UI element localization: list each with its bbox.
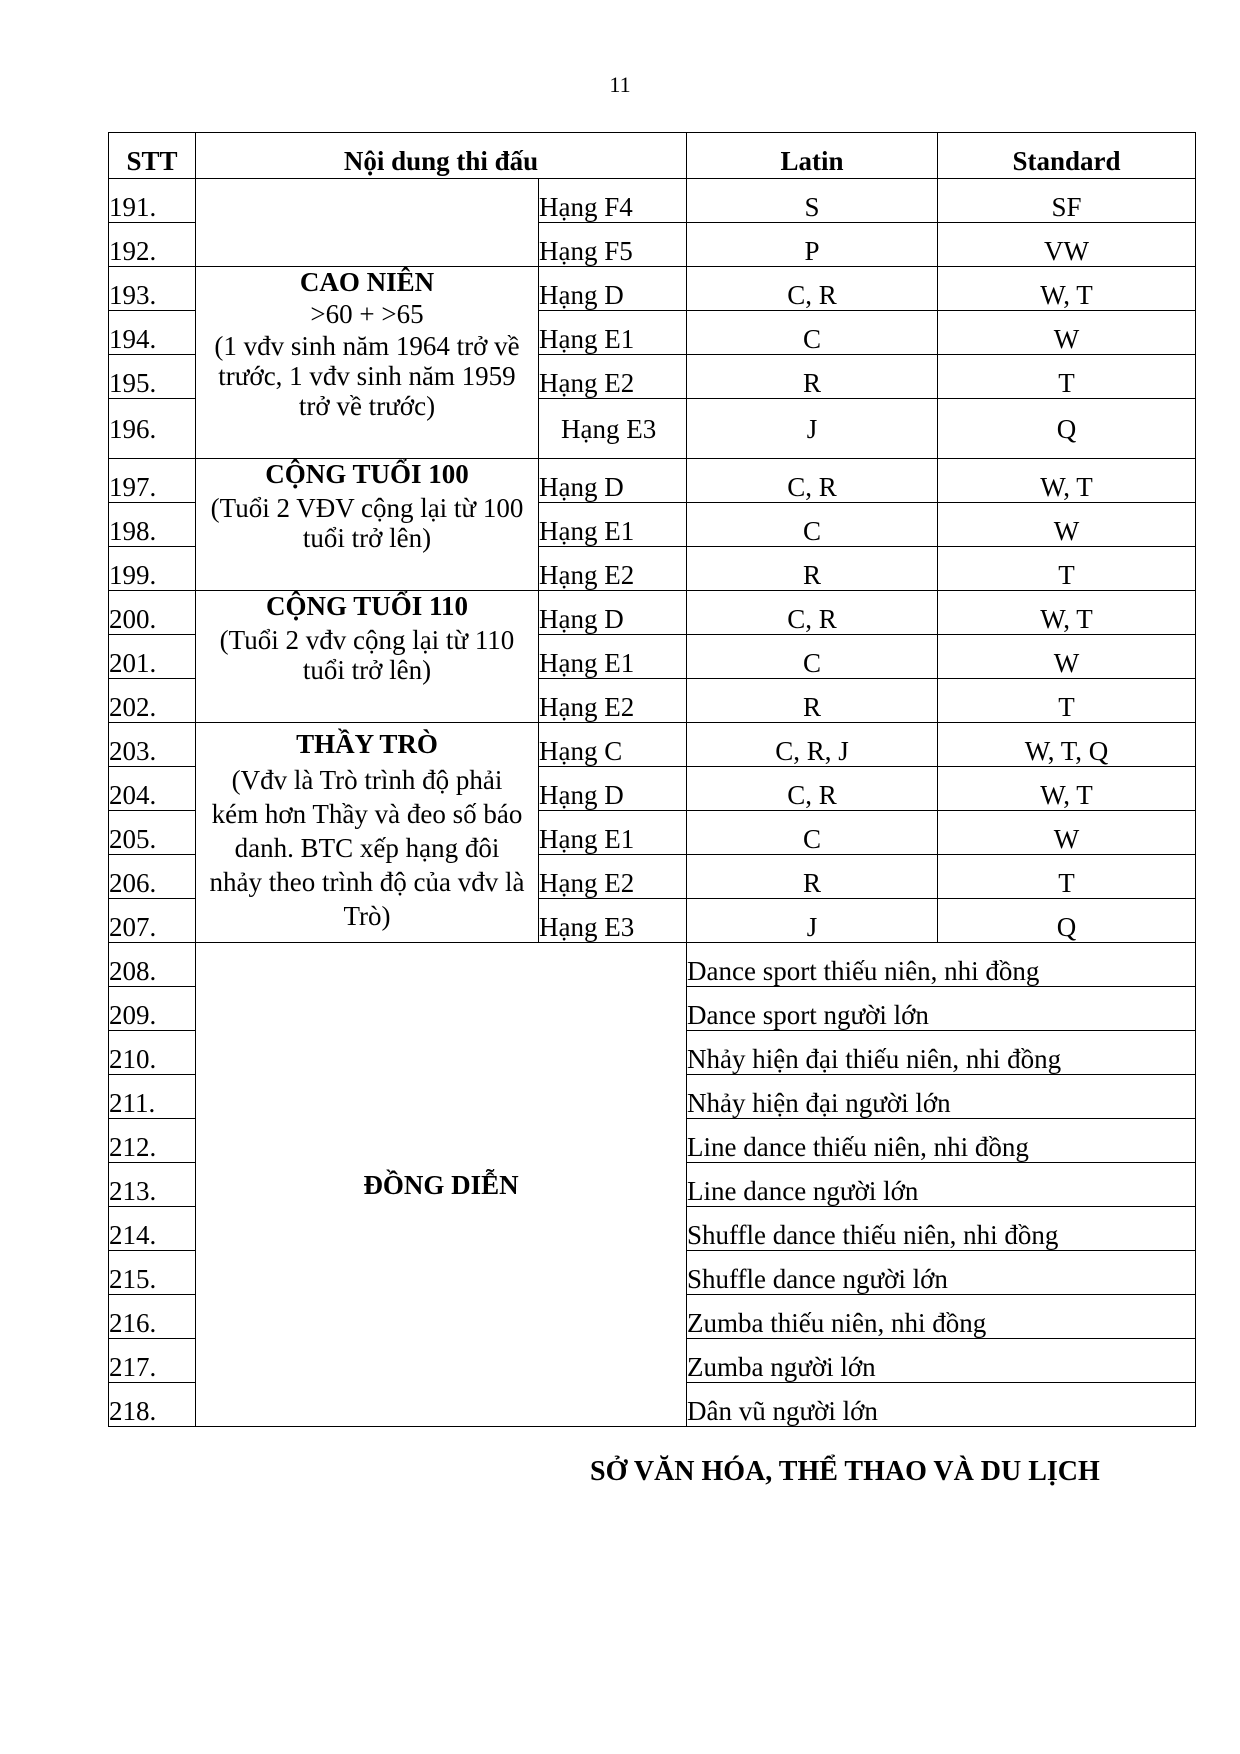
standard-cell: W, T, Q [938, 723, 1196, 767]
dong-dien-item: Dance sport người lớn [687, 987, 1196, 1031]
group-title: CAO NIÊN [299, 267, 435, 297]
latin-cell: C [687, 811, 938, 855]
group-note: (Vđv là Trò trình độ phải kém hơn Thầy và đeo số báo danh. BTC xếp hạng đôi nhảy theo trình độ của vđv là Trò) [209, 765, 525, 931]
standard-cell: W, T [938, 767, 1196, 811]
standard-cell: W, T [938, 591, 1196, 635]
dong-dien-item: Zumba người lớn [687, 1339, 1196, 1383]
latin-cell: C [687, 503, 938, 547]
hang-cell: Hạng E2 [539, 355, 687, 399]
header-stt: STT [109, 133, 196, 179]
table-row [109, 591, 1196, 635]
latin-cell: C, R, J [687, 723, 938, 767]
stt-cell: 194. [109, 311, 196, 355]
header-content: Nội dung thi đấu [196, 133, 687, 179]
stt-cell: 203. [109, 723, 196, 767]
stt-cell: 201. [109, 635, 196, 679]
dong-dien-item: Dân vũ người lớn [687, 1383, 1196, 1427]
dong-dien-item: Nhảy hiện đại người lớn [687, 1075, 1196, 1119]
standard-cell: W [938, 811, 1196, 855]
standard-cell: T [938, 679, 1196, 723]
group-cao-nien [196, 267, 539, 459]
standard-cell: W, T [938, 267, 1196, 311]
stt-cell: 215. [109, 1251, 196, 1295]
stt-cell: 205. [109, 811, 196, 855]
competition-table [108, 132, 1196, 1427]
group-thay-tro [196, 723, 539, 943]
stt-cell: 196. [109, 399, 196, 459]
standard-cell: T [938, 547, 1196, 591]
hang-cell: Hạng D [539, 459, 687, 503]
hang-cell: Hạng E2 [539, 679, 687, 723]
group-note: (1 vđv sinh năm 1964 trở về trước, 1 vđv sinh năm 1959 trở về trước) [214, 331, 520, 421]
latin-cell: R [687, 547, 938, 591]
latin-cell: C, R [687, 591, 938, 635]
stt-cell: 192. [109, 223, 196, 267]
stt-cell: 211. [109, 1075, 196, 1119]
header-standard: Standard [938, 133, 1196, 179]
stt-cell: 208. [109, 943, 196, 987]
group-note: (Tuổi 2 vđv cộng lại từ 110 tuổi trở lên) [219, 625, 515, 685]
hang-cell: Hạng D [539, 767, 687, 811]
standard-cell: T [938, 355, 1196, 399]
group-cong-tuoi-100 [196, 459, 539, 591]
stt-cell: 216. [109, 1295, 196, 1339]
dong-dien-item: Shuffle dance người lớn [687, 1251, 1196, 1295]
group-dong-dien [196, 943, 687, 1427]
stt-cell: 200. [109, 591, 196, 635]
standard-cell: W [938, 635, 1196, 679]
stt-cell: 197. [109, 459, 196, 503]
hang-cell: Hạng D [539, 591, 687, 635]
stt-cell: 213. [109, 1163, 196, 1207]
latin-cell: R [687, 679, 938, 723]
stt-cell: 198. [109, 503, 196, 547]
stt-cell: 209. [109, 987, 196, 1031]
header-row [109, 133, 1196, 179]
group-cell-empty [196, 179, 539, 267]
stt-cell: 217. [109, 1339, 196, 1383]
standard-cell: Q [938, 399, 1196, 459]
stt-cell: 195. [109, 355, 196, 399]
standard-cell: Q [938, 899, 1196, 943]
hang-cell: Hạng E2 [539, 547, 687, 591]
stt-cell: 202. [109, 679, 196, 723]
hang-cell: Hạng E1 [539, 311, 687, 355]
dong-dien-item: Line dance người lớn [687, 1163, 1196, 1207]
hang-cell: Hạng E3 [539, 899, 687, 943]
standard-cell: W [938, 503, 1196, 547]
group-title: ĐỒNG DIỄN [363, 1169, 519, 1200]
hang-cell: Hạng F5 [539, 223, 687, 267]
dong-dien-item: Shuffle dance thiếu niên, nhi đồng [687, 1207, 1196, 1251]
table-row [109, 943, 1196, 987]
latin-cell: P [687, 223, 938, 267]
dong-dien-item: Dance sport thiếu niên, nhi đồng [687, 943, 1196, 987]
latin-cell: S [687, 179, 938, 223]
group-title: CỘNG TUỔI 100 [265, 459, 469, 489]
latin-cell: R [687, 855, 938, 899]
latin-cell: J [687, 899, 938, 943]
group-title: THẦY TRÒ [296, 729, 438, 759]
standard-cell: SF [938, 179, 1196, 223]
stt-cell: 218. [109, 1383, 196, 1427]
footer-signature-org: SỞ VĂN HÓA, THỂ THAO VÀ DU LỊCH [590, 1456, 1100, 1487]
stt-cell: 207. [109, 899, 196, 943]
page-number: 11 [609, 72, 631, 97]
standard-cell: W [938, 311, 1196, 355]
group-cong-tuoi-110 [196, 591, 539, 723]
latin-cell: C, R [687, 767, 938, 811]
latin-cell: C, R [687, 267, 938, 311]
dong-dien-item: Zumba thiếu niên, nhi đồng [687, 1295, 1196, 1339]
hang-cell: Hạng F4 [539, 179, 687, 223]
hang-cell: Hạng E2 [539, 855, 687, 899]
stt-cell: 193. [109, 267, 196, 311]
dong-dien-item: Line dance thiếu niên, nhi đồng [687, 1119, 1196, 1163]
dong-dien-item: Nhảy hiện đại thiếu niên, nhi đồng [687, 1031, 1196, 1075]
hang-cell: Hạng E1 [539, 635, 687, 679]
standard-cell: W, T [938, 459, 1196, 503]
hang-cell: Hạng E1 [539, 811, 687, 855]
hang-cell: Hạng C [539, 723, 687, 767]
table-row [109, 179, 1196, 223]
latin-cell: C [687, 311, 938, 355]
hang-cell: Hạng D [539, 267, 687, 311]
stt-cell: 206. [109, 855, 196, 899]
standard-cell: T [938, 855, 1196, 899]
stt-cell: 204. [109, 767, 196, 811]
group-age: >60 + >65 [310, 299, 424, 329]
group-note: (Tuổi 2 VĐV cộng lại từ 100 tuổi trở lên) [210, 493, 524, 553]
stt-cell: 210. [109, 1031, 196, 1075]
stt-cell: 199. [109, 547, 196, 591]
stt-cell: 191. [109, 179, 196, 223]
latin-cell: C [687, 635, 938, 679]
latin-cell: C, R [687, 459, 938, 503]
table-row [109, 459, 1196, 503]
header-latin: Latin [687, 133, 938, 179]
latin-cell: R [687, 355, 938, 399]
latin-cell: J [687, 399, 938, 459]
hang-cell: Hạng E3 [539, 399, 687, 459]
stt-cell: 212. [109, 1119, 196, 1163]
standard-cell: VW [938, 223, 1196, 267]
table-row [109, 723, 1196, 767]
hang-cell: Hạng E1 [539, 503, 687, 547]
group-title: CỘNG TUỔI 110 [265, 591, 469, 621]
table-row [109, 267, 1196, 311]
stt-cell: 214. [109, 1207, 196, 1251]
